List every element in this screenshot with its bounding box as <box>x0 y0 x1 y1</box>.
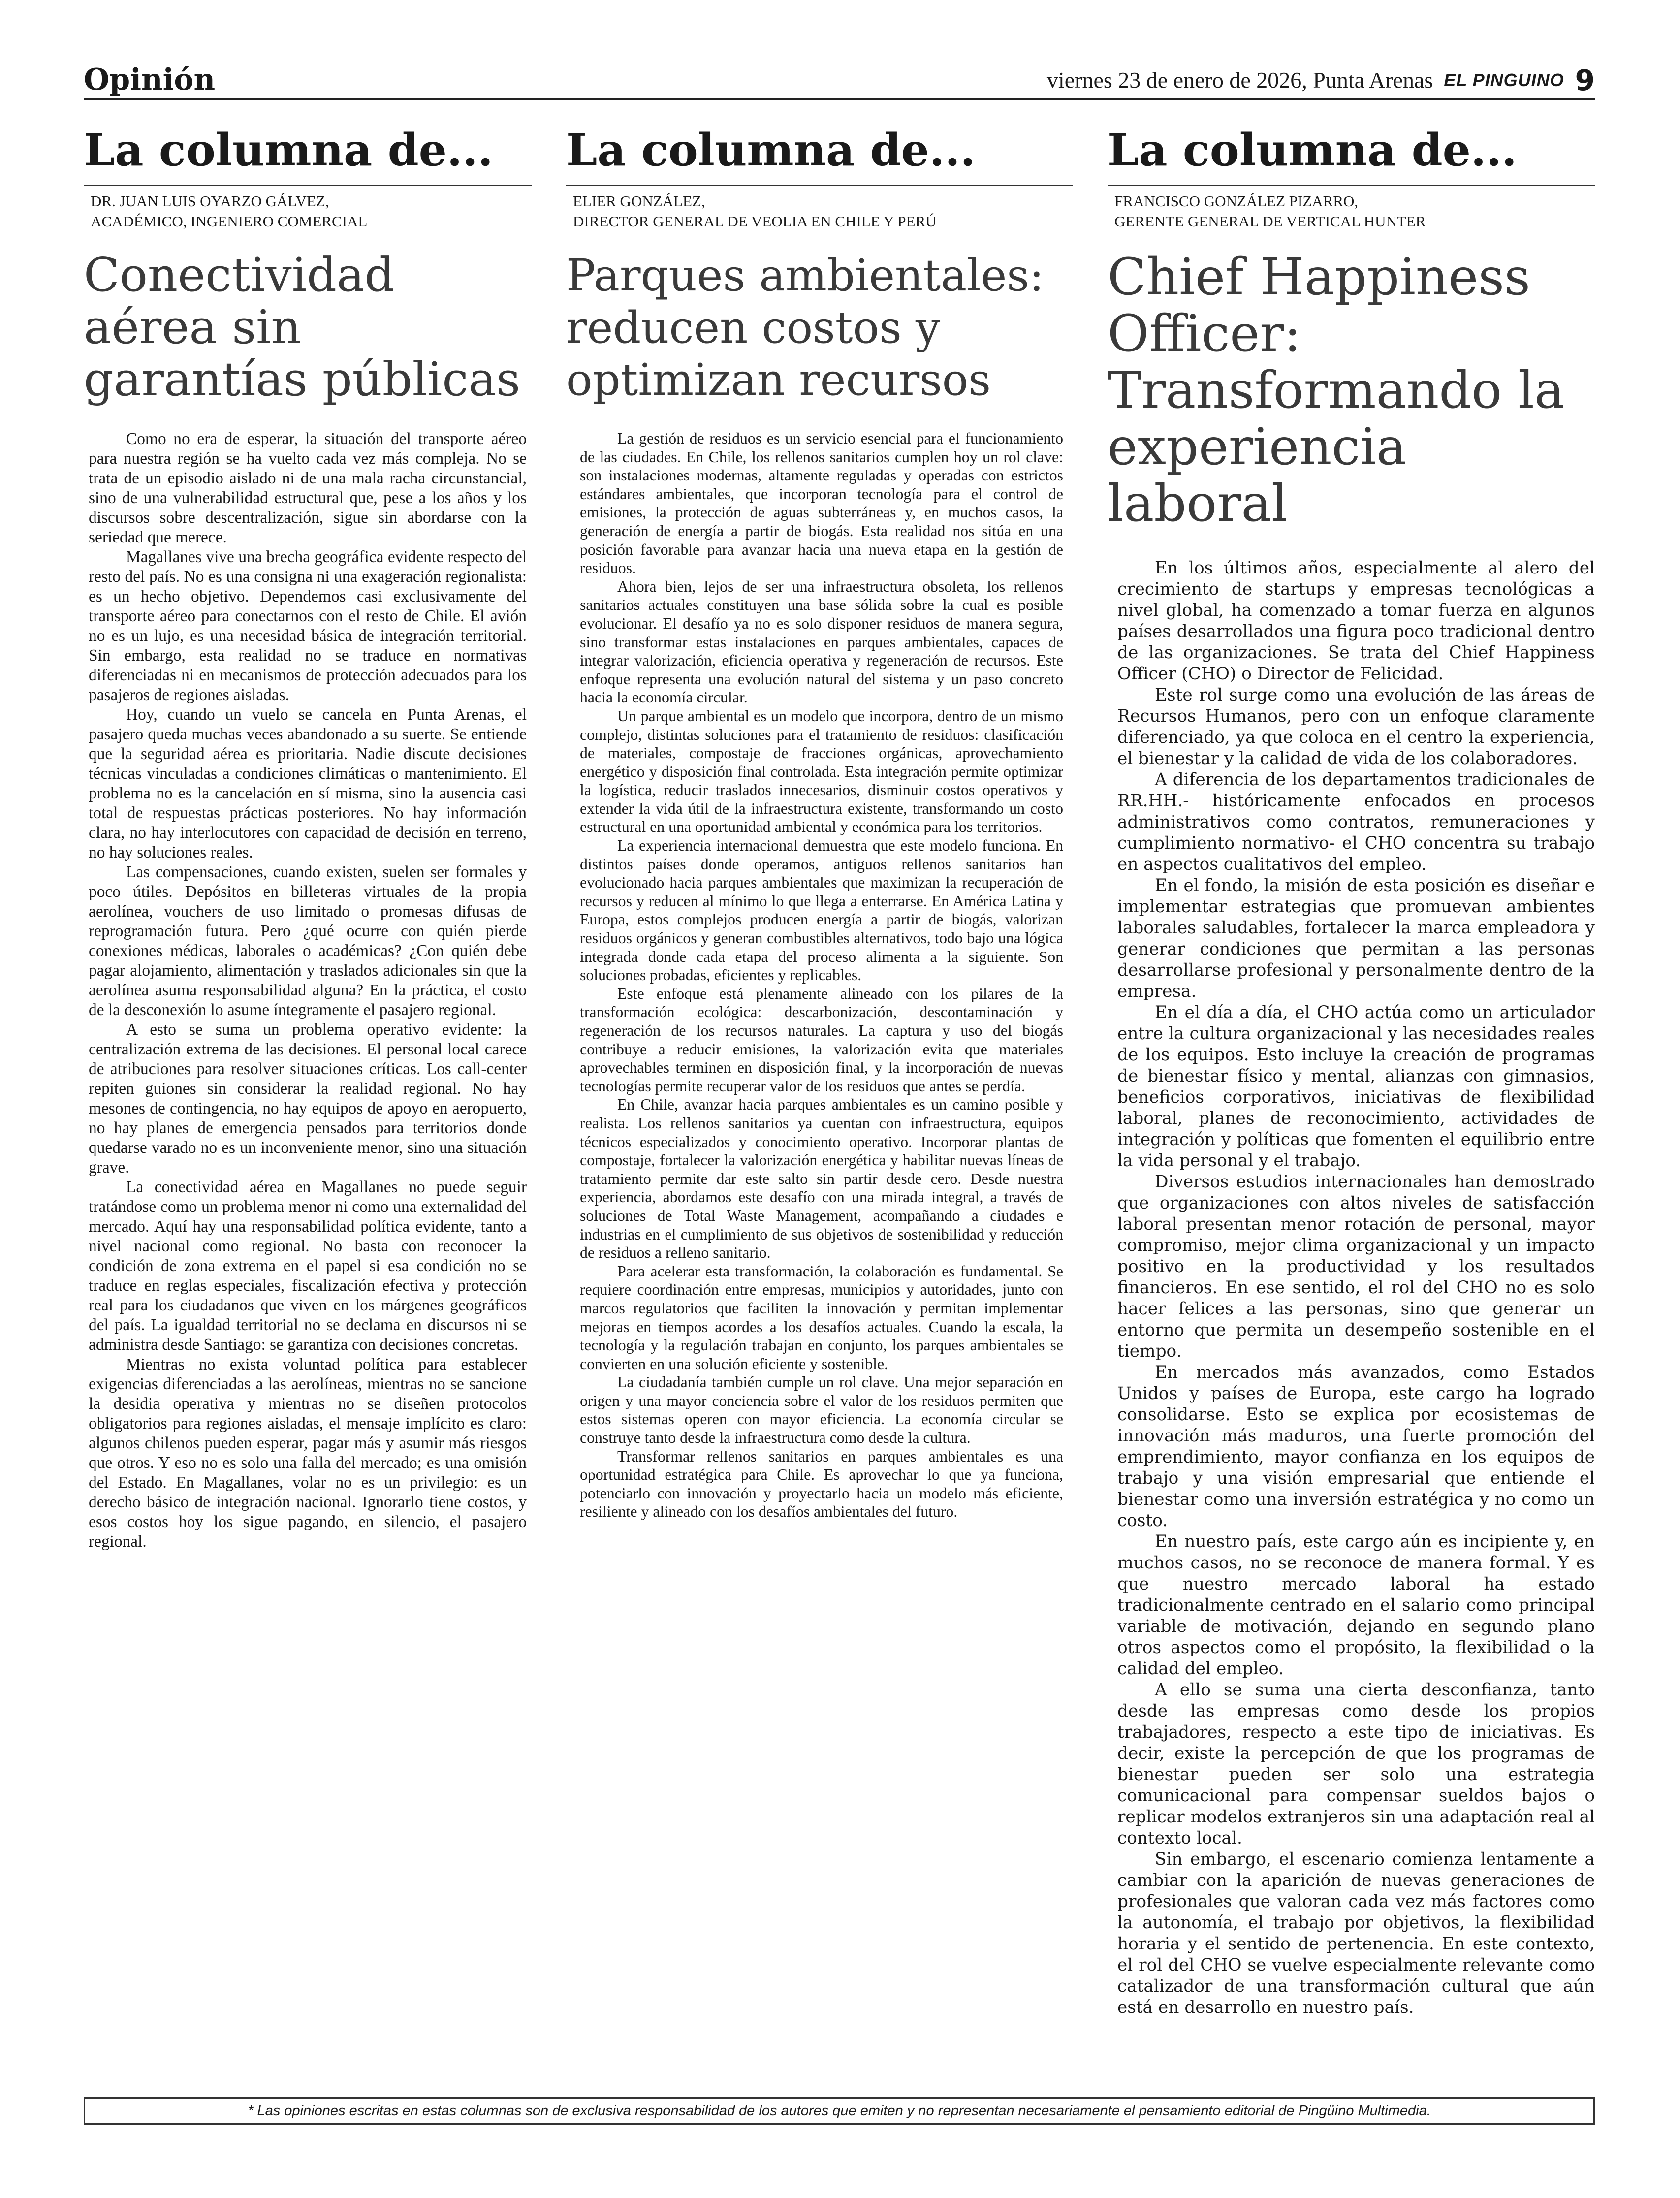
opinion-column-3 <box>1108 121 1595 2018</box>
paragraph: Diversos estudios internacionales han demostrado que organizaciones con altos niveles de satisfacción laboral presentan menor rotación de personal, mayor compromiso, mejor clima organizacional y un impacto positivo en la productividad y los resultados financieros. En ese sentido, el rol del CHO no es solo hacer felices a las personas, sino que generar un entorno que permita un desempeño sostenible en el tiempo. <box>1117 1172 1595 1361</box>
disclaimer-box: * Las opiniones escritas en estas columnas son de exclusiva responsabilidad de los autores que emiten y no representan necesariamente el pensamiento editorial de Pingüino Multimedia. <box>84 2097 1595 2125</box>
opinion-column-2 <box>566 121 1073 1521</box>
paragraph: A diferencia de los departamentos tradicionales de RR.HH.- históricamente enfocados en procesos administrativos como contratos, remuneraciones y cumplimiento normativo- el CHO concentra su trabajo en aspectos cualitativos del empleo. <box>1117 770 1595 874</box>
author-role: DIRECTOR GENERAL DE VEOLIA EN CHILE Y PERÚ <box>573 213 937 230</box>
paragraph: Como no era de esperar, la situación del transporte aéreo para nuestra región se ha vuelto cada vez más compleja. No se trata de un episodio aislado ni de una mala racha circunstancial, sino de una vulnerabilidad estructural que, pese a los años y los discursos sobre descentralización, sigue sin abordarse con la seriedad que merece. <box>89 430 527 546</box>
paragraph: A ello se suma una cierta desconfianza, tanto desde las empresas como desde los propios trabajadores, respecto a este tipo de iniciativas. Es decir, existe la percepción de que los programas de bienestar pueden ser solo una estrategia comunicacional para compensar sueldos bajos o replicar modelos extranjeros sin una adaptación real al contexto local. <box>1117 1680 1595 1848</box>
paragraph: Magallanes vive una brecha geográfica evidente respecto del resto del país. No es una consigna ni una exageración regionalista: es un hecho objetivo. Dependemos casi exclusivamente del transporte aéreo para conectarnos con el resto de Chile. El avión no es un lujo, es una necesidad básica de integración territorial. Sin embargo, esta realidad no se traduce en normativas diferenciadas ni en mecanismos de protección adecuados para los pasajeros de regiones aisladas. <box>89 548 527 704</box>
paragraph: La experiencia internacional demuestra que este modelo funciona. En distintos países donde operamos, antiguos rellenos sanitarios han evolucionado hacia parques ambientales que maximizan la recuperación de recursos y reducen al mínimo lo que llega a enterrarse. En América Latina y Europa, estos complejos producen energía a partir de biogás, valorizan residuos orgánicos y generan combustibles alternativos, todo bajo una lógica integrada donde cada etapa del proceso alimenta a la siguiente. Son soluciones probadas, eficientes y replicables. <box>580 837 1063 984</box>
divider <box>84 185 532 186</box>
divider <box>566 185 1073 186</box>
paragraph: En Chile, avanzar hacia parques ambientales es un camino posible y realista. Los rellenos sanitarios ya cuentan con infraestructura, equipos técnicos especializados y conocimiento operativo. Incorporar plantas de compostaje, fortalecer la valorización energética y habilitar nuevas líneas de tratamiento permite dar este salto sin partir desde cero. Desde nuestra experiencia, abordamos este desafío con una mirada integral, a través de soluciones de Total Waste Management, acompañando a ciudades e industrias en el cumplimiento de sus objetivos de sostenibilidad y reducción de residuos a relleno sanitario. <box>580 1096 1063 1262</box>
column-kicker: La columna de... <box>566 124 976 176</box>
paragraph: En nuestro país, este cargo aún es incipiente y, en muchos casos, no se reconoce de manera formal. Y es que nuestro mercado laboral ha estado tradicionalmente centrado en el salario como principal variable de motivación, dejando en segundo plano otros aspectos como el propósito, la flexibilidad o la calidad del empleo. <box>1117 1532 1595 1679</box>
author-role: GERENTE GENERAL DE VERTICAL HUNTER <box>1114 213 1426 230</box>
column-kicker: La columna de... <box>84 124 493 176</box>
article-body <box>84 429 532 1552</box>
column-kicker: La columna de... <box>1108 124 1517 176</box>
article-headline: Parques ambientales: reducen costos y optimizan recursos <box>566 250 1044 405</box>
author-name: FRANCISCO GONZÁLEZ PIZARRO, <box>1114 192 1359 210</box>
paragraph: A esto se suma un problema operativo evidente: la centralización extrema de las decisiones. El personal local carece de atribuciones para resolver situaciones críticas. Los call-center repiten guiones sin considerar la realidad regional. No hay mesones de contingencia, no hay equipos de apoyo en aeropuerto, no hay planes de emergencia pensados para territorios donde quedarse varado no es un inconveniente menor, sino una situación grave. <box>89 1020 527 1177</box>
author-name: ELIER GONZÁLEZ, <box>573 192 705 210</box>
paragraph: Para acelerar esta transformación, la colaboración es fundamental. Se requiere coordinación entre empresas, municipios y autoridades, junto con marcos regulatorios que faciliten la innovación y permitan implementar mejoras en tiempos acordes a los desafíos actuales. Cuando la escala, la tecnología y la regulación trabajan en conjunto, los parques ambientales se convierten en una solución eficiente y sostenible. <box>580 1262 1063 1372</box>
divider <box>1108 185 1595 186</box>
paragraph: En el fondo, la misión de esta posición es diseñar e implementar estrategias que promuevan ambientes laborales saludables, fortalecer la marca empleadora y generar condiciones que permitan a las personas desarrollarse profesional y personalmente dentro de la empresa. <box>1117 876 1595 1001</box>
paragraph: Las compensaciones, cuando existen, suelen ser formales y poco útiles. Depósitos en billeteras virtuales de la propia aerolínea, vouchers de uso limitado o promesas difusas de reprogramación futura. Pero ¿qué ocurre con quién pierde conexiones médicas, laborales o académicas? ¿Con quién debe pagar alojamiento, alimentación y traslados adicionales sin que la aerolínea asuma responsabilidad alguna? En la práctica, el costo de la desconexión lo asume íntegramente el pasajero regional. <box>89 863 527 1019</box>
article-headline: Chief Happiness Officer: Transformando la experiencia laboral <box>1108 248 1565 533</box>
page-number: 9 <box>1575 63 1595 97</box>
article-headline: Conectividad aérea sin garantías públicas <box>84 248 521 407</box>
author-byline <box>1114 191 1595 231</box>
paragraph: En los últimos años, especialmente al alero del crecimiento de startups y empresas tecnológicas a nivel global, ha comenzado a tomar fuerza en algunos países desarrollados una figura poco tradicional dentro de las organizaciones. Se trata del Chief Happiness Officer (CHO) o Director de Felicidad. <box>1117 558 1595 684</box>
paragraph: Hoy, cuando un vuelo se cancela en Punta Arenas, el pasajero queda muchas veces abandonado a su suerte. Se entiende que la seguridad aérea es prioritaria. Nadie discute decisiones técnicas vinculadas a condiciones climáticas o mantenimiento. El problema no es la cancelación en sí misma, sino la ausencia casi total de respuestas prácticas posteriores. No hay información clara, no hay interlocutores con capacidad de decisión en terreno, no hay soluciones reales. <box>89 705 527 861</box>
article-body <box>566 429 1073 1521</box>
newspaper-logo: EL PINGUINO <box>1444 69 1564 90</box>
paragraph: Ahora bien, lejos de ser una infraestructura obsoleta, los rellenos sanitarios actuales constituyen una base sólida sobre la cual es posible evolucionar. El desafío ya no es solo disponer residuos de manera segura, sino transformar estas instalaciones en parques ambientales, capaces de integrar valorización, eficiencia operativa y regeneración de recursos. Este enfoque representa una evolución natural del sistema y un paso concreto hacia la economía circular. <box>580 577 1063 706</box>
author-byline <box>91 191 532 231</box>
paragraph: Transformar rellenos sanitarios en parques ambientales es una oportunidad estratégica para Chile. Es aprovechar lo que ya funciona, potenciarlo con innovación y proyectarlo hacia un modelo más eficiente, resiliente y alineado con los desafíos ambientales del futuro. <box>580 1447 1063 1521</box>
header-meta <box>1047 62 1595 98</box>
paragraph: Sin embargo, el escenario comienza lentamente a cambiar con la aparición de nuevas generaciones de profesionales que valoran cada vez más factores como la autonomía, el trabajo por objetivos, la flexibilidad horaria y el sentido de pertenencia. En este contexto, el rol del CHO se vuelve especialmente relevante como catalizador de una transformación cultural que aún está en desarrollo en nuestro país. <box>1117 1849 1595 2017</box>
paragraph: Este enfoque está plenamente alineado con los pilares de la transformación ecológica: descarbonización, descontaminación y regeneración de los recursos naturales. La captura y uso del biogás contribuye a reducir emisiones, la valorización evita que materiales aprovechables terminen en disposición final, y la incorporación de nuevas tecnologías permite recuperar valor de los residuos que antes se perdía. <box>580 985 1063 1095</box>
article-body <box>1108 558 1595 2018</box>
author-role: ACADÉMICO, INGENIERO COMERCIAL <box>91 213 368 230</box>
opinion-column-1 <box>84 121 532 1552</box>
paragraph: Un parque ambiental es un modelo que incorpora, dentro de un mismo complejo, distintas soluciones para el tratamiento de residuos: clasificación de materiales, compostaje de fracciones orgánicas, aprovechamiento energético y disposición final controlada. Esta integración permite optimizar la logística, reducir traslados innecesarios, disminuir costos operativos y extender la vida útil de la infraestructura existente, transformando un costo estructural en una oportunidad ambiental y económica para los territorios. <box>580 707 1063 836</box>
author-name: DR. JUAN LUIS OYARZO GÁLVEZ, <box>91 192 329 210</box>
section-title: Opinión <box>84 63 216 97</box>
author-byline <box>573 191 1073 231</box>
date-line: viernes 23 de enero de 2026, Punta Arenas <box>1046 67 1433 93</box>
paragraph: La conectividad aérea en Magallanes no puede seguir tratándose como un problema menor ni como una externalidad del mercado. Aquí hay una responsabilidad política evidente, tanto a nivel nacional como regional. No basta con reconocer la condición de zona extrema en el papel si esa condición no se traduce en reglas especiales, fiscalización efectiva y protección real para los ciudadanos que viven en los márgenes geográficos del país. La igualdad territorial no se declama en discursos ni se administra desde Santiago: se garantiza con decisiones concretas. <box>89 1178 527 1354</box>
paragraph: En el día a día, el CHO actúa como un articulador entre la cultura organizacional y las necesidades reales de los equipos. Esto incluye la creación de programas de bienestar físico y mental, alianzas con gimnasios, beneficios corporativos, iniciativas de flexibilidad laboral, planes de reconocimiento, actividades de integración y políticas que fomenten el equilibrio entre la vida personal y el trabajo. <box>1117 1003 1595 1171</box>
paragraph: Mientras no exista voluntad política para establecer exigencias diferenciadas a las aerolíneas, mientras no se sancione la desidia operativa y mientras no se diseñen protocolos obligatorios para regiones aisladas, el mensaje implícito es claro: algunos chilenos pueden esperar, pagar más y asumir más riesgos que otros. Y eso no es solo una falla del mercado; es una omisión del Estado. En Magallanes, volar no es un privilegio: es un derecho básico de integración nacional. Ignorarlo tiene costos, y esos costos hoy los sigue pagando, en silencio, el pasajero regional. <box>89 1355 527 1551</box>
paragraph: La gestión de residuos es un servicio esencial para el funcionamiento de las ciudades. En Chile, los rellenos sanitarios cumplen hoy un rol clave: son instalaciones modernas, altamente reguladas y operadas con estrictos estándares ambientales, que incorporan tecnología para el control de emisiones, la protección de aguas subterráneas y, en muchos casos, la generación de energía a partir de biogás. Esta realidad nos sitúa en una posición favorable para avanzar hacia una nueva etapa en la gestión de residuos. <box>580 430 1063 577</box>
paragraph: En mercados más avanzados, como Estados Unidos y países de Europa, este cargo ha logrado consolidarse. Esto se explica por ecosistemas de innovación más maduros, una fuerte promoción del emprendimiento, mayor confianza en los equipos de trabajo y una visión empresarial que entiende el bienestar como una inversión estratégica y no como un costo. <box>1117 1363 1595 1530</box>
paragraph: La ciudadanía también cumple un rol clave. Una mejor separación en origen y una mayor conciencia sobre el valor de los residuos permiten que estos sistemas operen con mayor eficiencia. La economía circular se construye tanto desde la infraestructura como desde la cultura. <box>580 1373 1063 1447</box>
paragraph: Este rol surge como una evolución de las áreas de Recursos Humanos, pero con un enfoque claramente diferenciado, ya que coloca en el centro la experiencia, el bienestar y la calidad de vida de los colaboradores. <box>1117 685 1595 768</box>
page-header <box>84 62 1595 100</box>
